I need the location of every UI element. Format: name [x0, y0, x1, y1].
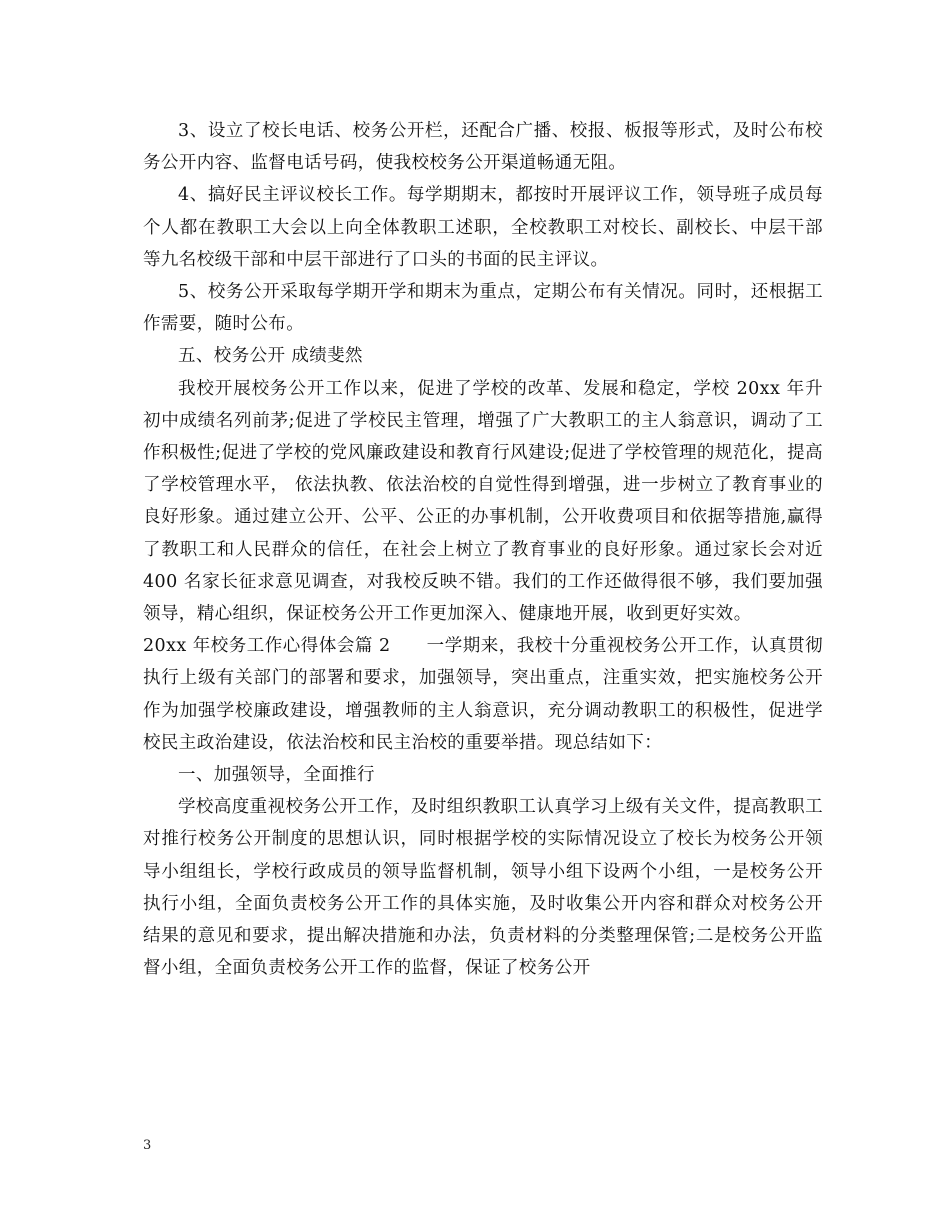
article-2-intro: 20xx 年校务工作心得体会篇 2 一学期来，我校十分重视校务公开工作，认真贯彻执行上级有关部门的部署和要求，加强领导，突出重点，注重实效，把实施校务公开作为加强学校廉政建设，增强教师的主人翁意识，充分调动教职工的积极性，促进学校民主政治建设，依法治校和民主治校的重要举措。现总结如下： [143, 636, 823, 753]
paragraph-item-4: 4、搞好民主评议校长工作。每学期期末，都按时开展评议工作，领导班子成员每个人都在教职工大会以上向全体教职工述职，全校教职工对校长、副校长、中层干部等九名校级干部和中层干部进行了口头的书面的民主评议。 [143, 185, 823, 270]
section-heading-one: 一、加强领导，全面推行 [178, 765, 375, 786]
document-body [143, 115, 823, 984]
page-number: 3 [143, 1138, 152, 1153]
paragraph-leadership: 学校高度重视校务公开工作，及时组织教职工认真学习上级有关文件，提高教职工对推行校务公开制度的思想认识，同时根据学校的实际情况设立了校长为校务公开领导小组组长，学校行政成员的领导监督机制，领导小组下设两个小组，一是校务公开执行小组，全面负责校务公开工作的具体实施，及时收集公开内容和群众对校务公开结果的意见和要求，提出解决措施和办法，负责材料的分类整理保管;二是校务公开监督小组，全面负责校务公开工作的监督，保证了校务公开 [143, 797, 823, 979]
paragraph-item-3: 3、设立了校长电话、校务公开栏，还配合广播、校报、板报等形式，及时公布校务公开内容、监督电话号码，使我校校务公开渠道畅通无阻。 [143, 121, 823, 174]
section-heading-five: 五、校务公开 成绩斐然 [178, 346, 363, 367]
paragraph-achievements: 我校开展校务公开工作以来，促进了学校的改革、发展和稳定，学校 20xx 年升初中成绩名列前茅;促进了学校民主管理，增强了广大教职工的主人翁意识，调动了工作积极性;促进了学校的党风廉政建设和教育行风建设;促进了学校管理的规范化，提高了学校管理水平， 依法执教、依法治校的自觉性得到增强，进一步树立了教育事业的良好形象。通过建立公开、公平、公正的办事机制，公开收费项目和依据等措施,赢得了教职工和人民群众的信任，在社会上树立了教育事业的良好形象。通过家长会对近 400 名家长征求意见调查，对我校反映不错。我们的工作还做得很不够，我们要加强领导，精心组织，保证校务公开工作更加深入、健康地开展，收到更好实效。 [143, 378, 823, 625]
paragraph-item-5: 5、校务公开采取每学期开学和期末为重点，定期公布有关情况。同时，还根据工作需要，随时公布。 [143, 282, 823, 335]
